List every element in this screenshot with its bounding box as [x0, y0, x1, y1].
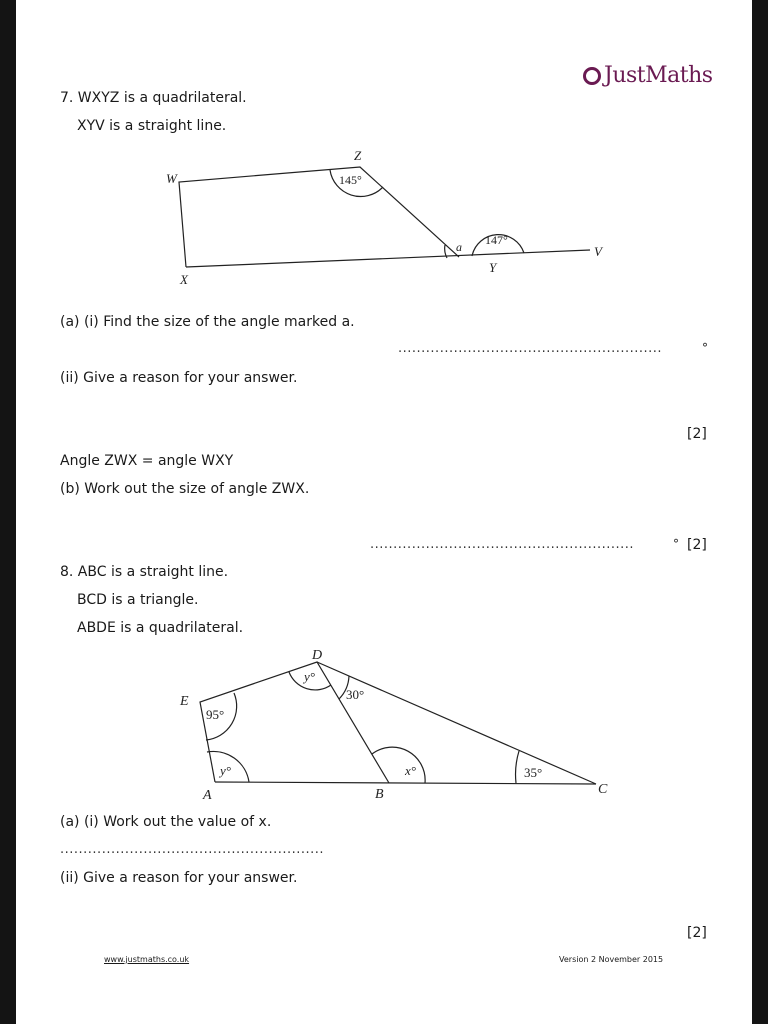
q7-line2: XYV is a straight line.	[77, 118, 227, 134]
q7-angle-a: a	[456, 240, 462, 254]
q8-angle-d-right: 30°	[346, 687, 365, 702]
q7-answer-line-a: .........................................................	[398, 341, 663, 356]
q8-label-e: E	[180, 694, 189, 709]
q8-label-d: D	[312, 648, 323, 663]
footer-version: Version 2 November 2015	[559, 955, 664, 964]
q7-part-a-ii: (ii) Give a reason for your answer.	[60, 370, 298, 386]
q7-marks-a: [2]	[687, 426, 707, 442]
q8-marks: [2]	[687, 925, 707, 941]
q8-line-ac	[215, 782, 596, 784]
q8-line-dc	[317, 662, 596, 784]
footer-website-link[interactable]: www.justmaths.co.uk	[104, 955, 190, 964]
q7-given: Angle ZWX = angle WXY	[60, 453, 234, 469]
q7-part-a-i: (a) (i) Find the size of the angle marked a.	[60, 314, 355, 330]
q8-angle-d-left: y°	[304, 669, 315, 684]
q8-label-b: B	[375, 787, 384, 802]
q8-angle-a: y°	[220, 763, 231, 778]
q8-label-c: C	[598, 782, 608, 797]
q7-marks-b: [2]	[687, 537, 707, 553]
q7-line1: 7. WXYZ is a quadrilateral.	[60, 90, 247, 106]
q7-label-w: W	[166, 171, 177, 186]
q7-angle-y: 147°	[485, 233, 508, 247]
q8-line2: BCD is a triangle.	[77, 592, 199, 608]
q8-answer-line: .........................................................	[60, 842, 325, 857]
q8-arc-b	[372, 747, 425, 783]
q7-degree-symbol-a: °	[702, 341, 708, 355]
q7-label-y: Y	[489, 260, 497, 275]
q7-label-x: X	[180, 272, 188, 287]
q8-angle-b: x°	[405, 763, 416, 778]
q7-label-v: V	[594, 244, 602, 259]
q7-answer-line-b: .........................................................	[370, 537, 635, 552]
q8-line1: 8. ABC is a straight line.	[60, 564, 229, 580]
q8-angle-c: 35°	[524, 765, 543, 780]
q8-part-a-i: (a) (i) Work out the value of x.	[60, 814, 272, 830]
q8-part-a-ii: (ii) Give a reason for your answer.	[60, 870, 298, 886]
q8-label-a: A	[203, 788, 212, 803]
q7-degree-symbol-b: °	[673, 537, 679, 551]
brand-name: JustMaths	[604, 63, 713, 88]
q8-angle-e: 95°	[206, 707, 225, 722]
q8-line3: ABDE is a quadrilateral.	[77, 620, 244, 636]
q8-arc-c	[516, 751, 519, 783]
q7-part-b: (b) Work out the size of angle ZWX.	[60, 481, 310, 497]
q7-angle-z: 145°	[339, 173, 362, 187]
q7-label-z: Z	[354, 148, 362, 163]
